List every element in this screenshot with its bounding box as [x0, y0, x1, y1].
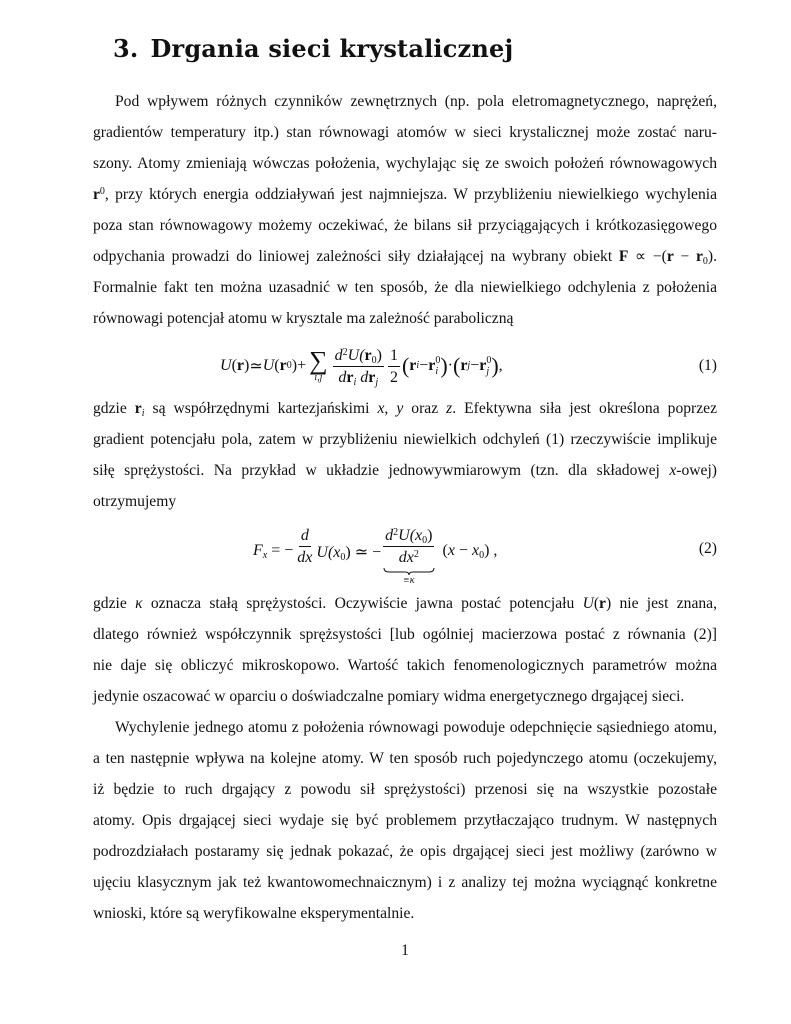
text-line: gdzie κ oznacza stałą sprężystości. Oczywiście jawna postać potencjału U(r) nie jest znana,	[93, 595, 717, 612]
paragraph-propagation	[93, 712, 717, 929]
text-line: nie daje się obliczyć mikroskopowo. Wartość takich fenomenologicznych parametrów można	[93, 657, 717, 674]
text-line: siłę sprężystości. Na przykład w układzie jednowywmiarowym (tzn. dla składowej x-owej)	[93, 462, 717, 479]
text-line: gradientów temperatury itp.) stan równowagi atomów w sieci krystalicznej może zostać naru-	[93, 124, 717, 141]
paragraph-kappa	[93, 588, 717, 712]
text-line: Wychylenie jednego atomu z położenia równowagi powoduje odepchnięcie sąsiedniego atomu,	[115, 719, 717, 736]
text-line: szony. Atomy zmieniają wówczas położenia, wychylając się ze swoich położeń równowagowych	[93, 155, 717, 172]
text-line: wnioski, które są weryfikowalne eksperymentalnie.	[93, 905, 415, 922]
section-heading	[113, 34, 513, 63]
text-line: równowagi potencjał atomu w krysztale ma zależność paraboliczną	[93, 310, 514, 327]
second-derivative-fraction: $\frac{d^2U(r_0)}{dr_i dr_j}$	[334, 346, 382, 388]
text-line: dlatego również współczynnik sprężsystości [lub ogólniej macierzowa postać z równania (2)]	[93, 626, 717, 643]
text-line: poza stan równowagowy możemy oczekiwać, że bilans sił przyciągających i krótkozasięgowego	[93, 217, 717, 234]
half-fraction: $\frac{1}{2}$	[389, 346, 398, 386]
text-line: Pod wpływem różnych czynników zewnętrznych (np. pola eletromagnetycznego, naprężeń,	[115, 93, 717, 110]
equation-1	[93, 336, 717, 396]
section-title: Drgania sieci krystalicznej	[150, 34, 514, 63]
sum-operator: ∑ i,j	[309, 346, 328, 383]
paragraph-intro	[93, 86, 717, 334]
text-line: jedynie oszacować w oparciu o doświadczalne pomiary widma energetycznego drgającej sieci.	[93, 688, 685, 705]
page-number: 1	[401, 942, 409, 959]
derivative-fraction: $\frac{d}{dx}$	[297, 527, 313, 566]
text-line: gradient potencjału pola, zatem w przybliżeniu niewielkich odchyleń (1) rzeczywiście implikuje	[93, 431, 717, 448]
text-line: odpychania prowadzi do liniowej zależności siły działającej na wybrany obiekt $F \propto -(r - r_0)$.	[93, 248, 717, 267]
equation-2	[93, 520, 717, 584]
text-line: iż będzie to ruch drgający z powodu sił sprężystości) przenosi się na wszystkie pozostałe	[93, 781, 717, 798]
paragraph-gradient	[93, 393, 717, 517]
equation-number: (2)	[698, 540, 717, 557]
equation-2-body: $F_x$ = − $\frac{d}{dx}$ $U(x_0)$ ≃ − $\frac{d^2U(x_0)}{dx^2}$ ≡κ $(x - x_0)$ ,	[253, 527, 498, 586]
text-line: podrozdziałach postaramy się jednak pokazać, że opis drgającej sieci jest możliwy (zarówno w	[93, 843, 717, 860]
text-line: gdzie $r_i$ są współrzędnymi kartezjańskimi x, y oraz z. Efektywna siła jest określona poprzez	[93, 400, 718, 419]
equation-number: (1)	[698, 357, 717, 374]
section-number: 3.	[113, 34, 139, 63]
text-line: Formalnie fakt ten można uzasadnić w ten sposób, że dla niewielkiego odchylenia z położenia	[93, 279, 717, 296]
second-derivative-fraction: $\frac{d^2U(x_0)}{dx^2}$	[385, 527, 433, 566]
text-line: a ten następnie wpływa na kolejne atomy. W ten sposób ruch pojedynczego atomu (oczekujemy,	[93, 750, 717, 767]
text-line: atomy. Opis drgającej sieci wydaje się być problemem przytłaczająco trudnym. W następnych	[93, 812, 717, 829]
text-line: $r^0$, przy których energia oddziaływań jest najmniejsza. W przybliżeniu niewielkiego wychylenia	[93, 186, 717, 203]
underbrace-group: $\frac{d^2U(x_0)}{dx^2}$ ≡κ	[381, 526, 436, 586]
text-line: otrzymujemy	[93, 493, 177, 510]
text-line: ujęciu klasycznym jak też kwantowomechnaicznym) i z analizy tej można wyciągnąć konkretne	[93, 874, 717, 891]
equation-1-body: U ( r ) ≃ U ( r 0 ) + ∑ i,j $\frac{d^2U(r_0)}{dr_i dr_j}$ $\frac{1}{2}$ ( r i − r 0 i ) · ( r j − r 0 j ) ,	[220, 346, 503, 388]
